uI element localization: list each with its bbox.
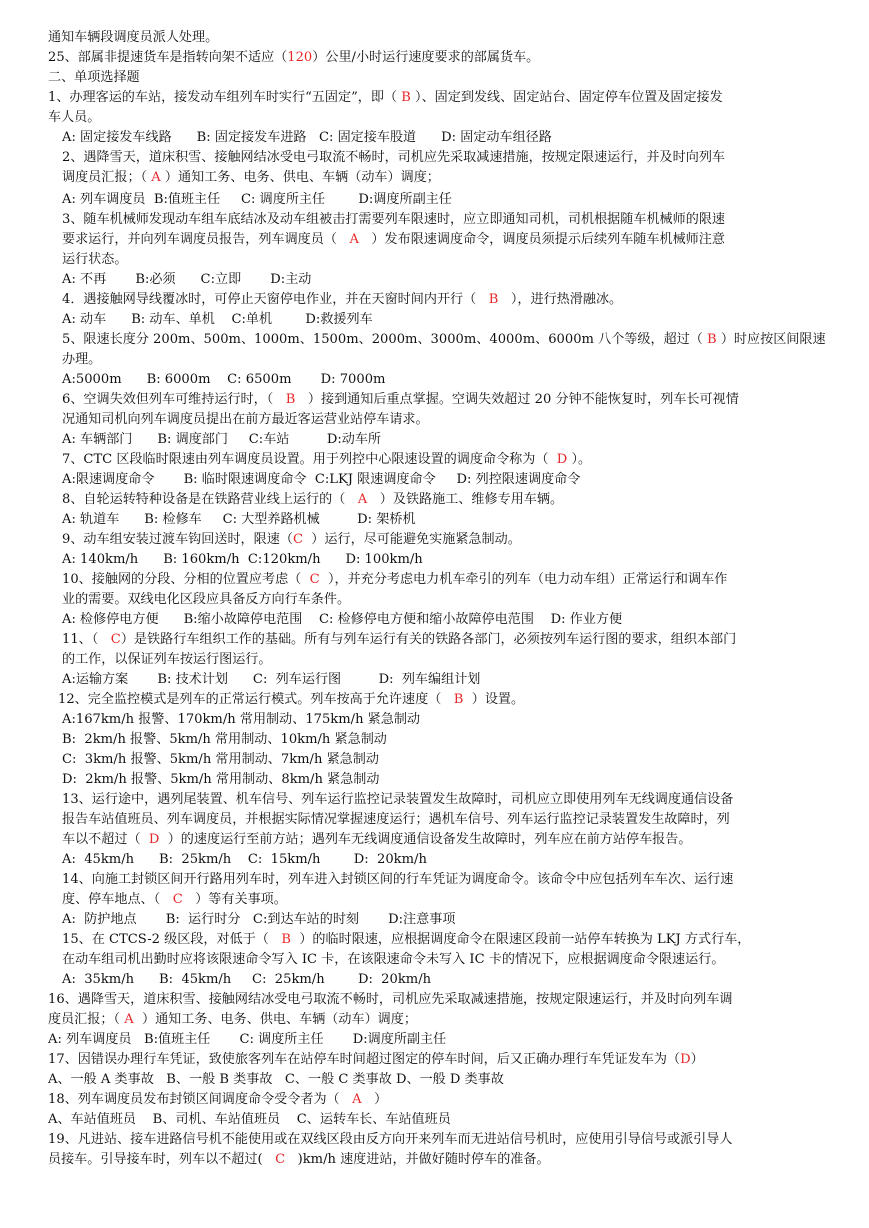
text-line [62, 290, 622, 310]
line-text: A: 防护地点 B: 运行时分 C:到达车站的时刻 D:注意事项 [62, 912, 456, 927]
line-text: A: 车辆部门 B: 调度部门 C:车站 D:动车所 [62, 432, 382, 447]
text-line [48, 28, 218, 48]
text-line [62, 870, 733, 890]
line-text: A: 不再 B:必须 C:立即 D:主动 [62, 272, 312, 287]
line-text: 要求运行，并向列车调度员报告，列车调度员（ [62, 232, 350, 247]
answer-mark: C [172, 892, 183, 907]
line-text: ）及铁路施工、维修专用车辆。 [367, 492, 564, 507]
answer-mark: C [292, 532, 303, 547]
text-line [48, 1130, 732, 1150]
line-text: ）是铁路行车组织工作的基础。所有与列车运行有关的铁路各部门，必须按列车运行图的要求，组织本部门 [120, 632, 737, 647]
answer-mark: B [281, 932, 292, 947]
line-text: ），进行热滑融冰。 [498, 292, 623, 307]
line-text: ）的速度运行至前方站；遇列车无线调度通信设备发生故障时，列车应在前方站停车报告。 [159, 832, 692, 847]
answer-mark: C [110, 632, 121, 647]
answer-mark: D [148, 832, 160, 847]
text-line [62, 310, 373, 330]
answer-mark: C [309, 572, 320, 587]
line-text: 办理。 [62, 352, 102, 367]
answer-mark: C [275, 1152, 286, 1167]
text-line [62, 650, 272, 670]
text-line [48, 1110, 451, 1130]
text-line [62, 168, 440, 188]
line-text: 况通知司机向列车调度员提出在前方最近客运营业站停车请求。 [62, 412, 429, 427]
line-text: ），并充分考虑电力机车牵引的列车（电力动车组）正常运行和调车作 [319, 572, 728, 587]
text-line [62, 270, 311, 290]
text-line [62, 450, 591, 470]
text-line [58, 690, 524, 710]
line-text: 度、停车地点、（ [62, 892, 173, 907]
answer-mark: D [556, 452, 568, 467]
line-text: 的工作，以保证列车按运行图运行。 [62, 652, 272, 667]
text-line [48, 1030, 446, 1050]
line-text: 通知车辆段调度员派人处理。 [48, 30, 219, 45]
text-line [48, 68, 140, 88]
line-text: ）发布限速调度命令，调度员须提示后续列车随车机械师注意 [358, 232, 725, 247]
line-text: A: 动车 B: 动车、单机 C:单机 D:救援列车 [62, 312, 373, 327]
line-text: ）。 [567, 452, 592, 467]
answer-mark: A [151, 170, 161, 185]
line-text: 报告车站值班员、列车调度员，并根据实际情况掌握速度运行；遇机车信号、列车运行监控记录装置发生故障时，列 [62, 812, 730, 827]
text-line [62, 390, 739, 410]
line-text: B: 2km/h 报警、5km/h 常用制动、10km/h 紧急制动 [62, 732, 387, 747]
text-line [62, 950, 724, 970]
text-line [62, 410, 429, 430]
text-line [62, 910, 455, 930]
line-text: ）公里/小时运行速度要求的部属货车。 [312, 50, 540, 65]
line-text: ）通知工务、电务、供电、车辆（动车）调度； [160, 170, 440, 185]
line-text: ）的临时限速，应根据调度命令在限速区段前一站停车转换为 LKJ 方式行车， [291, 932, 751, 947]
line-text: C: 3km/h 报警、5km/h 常用制动、7km/h 紧急制动 [62, 752, 379, 767]
text-line [62, 190, 452, 210]
line-text: 14、向施工封锁区间开行路用列车时，列车进入封锁区间的行车凭证为调度命令。该命令中应包括列车车次、运行速 [62, 872, 734, 887]
line-text: 车以不超过（ [62, 832, 149, 847]
line-text: 17、因错误办理行车凭证，致使旅客列车在站停车时间超过图定的停车时间，后又正确办理行车凭证发车为（ [48, 1052, 681, 1067]
line-text: 9、动车组安装过渡车钩回送时，限速（ [62, 532, 293, 547]
line-text: 8、自轮运转特种设备是在铁路营业线上运行的（ [62, 492, 358, 507]
line-text: A: 140km/h B: 160km/h C:120km/h D: 100km/h [62, 552, 423, 567]
text-line [62, 510, 416, 530]
text-line [62, 230, 725, 250]
line-text: A: 45km/h B: 25km/h C: 15km/h D: 20km/h [62, 852, 427, 867]
line-text: 4．遇接触网导线覆冰时，可停止天窗停电作业，并在天窗时间内开行（ [62, 292, 489, 307]
text-line [62, 770, 379, 790]
answer-mark: A [349, 232, 359, 247]
text-line [62, 750, 379, 770]
line-text: 调度员汇报；（ [62, 170, 152, 185]
line-text: ） [690, 1052, 704, 1067]
line-text: 在动车组司机出勤时应将该限速命令写入 IC 卡，在该限速命令未写入 IC 卡的情况下，应根据调度命令限速运行。 [62, 952, 725, 967]
answer-mark: 120 [287, 50, 313, 65]
text-line [62, 250, 127, 270]
line-text: A: 列车调度员 B:值班主任 C: 调度所主任 D:调度所副主任 [62, 192, 452, 207]
text-line [62, 490, 563, 510]
text-line [62, 850, 427, 870]
line-text: 19、凡进站、接车进路信号机不能使用或在双线区段由反方向开来列车而无进站信号机时，应使用引导信号或派引导人 [48, 1132, 733, 1147]
text-line [48, 1090, 387, 1110]
text-line [48, 1050, 704, 1070]
line-text: 二、单项选择题 [48, 70, 140, 85]
line-text: 3、随车机械师发现动车组车底结冰及动车组被击打需要列车限速时，应立即通知司机，司机根据随车机械师的限速 [62, 212, 726, 227]
line-text: A:运输方案 B: 技术计划 C: 列车运行图 D: 列车编组计划 [62, 672, 481, 687]
line-text: 15、在 CTCS-2 级区段，对低于（ [62, 932, 282, 947]
answer-mark: A [357, 492, 368, 507]
line-text: 13、运行途中，遇列尾装置、机车信号、列车运行监控记录装置发生故障时，司机应立即使用列车无线调度通信设备 [62, 792, 734, 807]
line-text: 员接车。引导接车时，列车以不超过( [48, 1152, 276, 1167]
answer-mark: D [680, 1052, 691, 1067]
line-text: ） [361, 1092, 388, 1107]
text-line [62, 128, 552, 148]
line-text: A: 35km/h B: 45km/h C: 25km/h D: 20km/h [62, 972, 432, 987]
text-line [62, 630, 736, 650]
line-text: A:限速调度命令 B: 临时限速调度命令 C:LKJ 限速调度命令 D: 列控限速调度命令 [62, 472, 581, 487]
text-line [62, 710, 420, 730]
line-text: 业的需要。双线电化区段应具备反方向行车条件。 [62, 592, 351, 607]
line-text: 车人员。 [48, 110, 101, 125]
text-line [48, 1070, 504, 1090]
text-line [48, 108, 100, 128]
line-text: 度员汇报；（ [48, 1012, 125, 1027]
line-text: A: 检修停电方便 B:缩小故障停电范围 C: 检修停电方便和缩小故障停电范围 D: 作业方便 [62, 612, 623, 627]
line-text: ）设置。 [463, 692, 525, 707]
line-text: ）接到通知后重点掌握。空调失效超过 20 分钟不能恢复时，列车长可视情 [295, 392, 739, 407]
line-text: 6、空调失效但列车可维持运行时，（ [62, 392, 286, 407]
text-line [62, 730, 387, 750]
line-text: 1、办理客运的车站，接发动车组列车时实行“五固定”，即（ [48, 90, 402, 105]
line-text: )km/h 速度进站，并做好随时停车的准备。 [285, 1152, 550, 1167]
line-text: A: 轨道车 B: 检修车 C: 大型养路机械 D: 架桥机 [62, 512, 416, 527]
line-text: 5、限速长度分 200m、500m、1000m、1500m、2000m、3000m、4000m、6000m 八个等级，超过（ [62, 332, 708, 347]
line-text: ）运行，尽可能避免实施紧急制动。 [302, 532, 521, 547]
text-line [62, 590, 350, 610]
answer-mark: B [707, 332, 717, 347]
text-line [62, 970, 431, 990]
text-line [62, 890, 287, 910]
text-line [48, 88, 723, 108]
answer-mark: A [352, 1092, 362, 1107]
line-text: A、车站值班员 B、司机、车站值班员 C、运转车长、车站值班员 [48, 1112, 451, 1127]
line-text: A:167km/h 报警、170km/h 常用制动、175km/h 紧急制动 [62, 712, 421, 727]
text-line [62, 550, 423, 570]
line-text: 运行状态。 [62, 252, 128, 267]
text-line [62, 670, 480, 690]
text-line [62, 790, 733, 810]
line-text: A:5000m B: 6000m C: 6500m D: 7000m [62, 372, 386, 387]
answer-mark: B [285, 392, 296, 407]
text-line [62, 930, 750, 950]
text-line [62, 570, 727, 590]
line-text: A: 列车调度员 B:值班主任 C: 调度所主任 D:调度所副主任 [48, 1032, 447, 1047]
answer-mark: B [453, 692, 464, 707]
line-text: 10、接触网的分段、分相的位置应考虑（ [62, 572, 310, 587]
text-line [62, 830, 691, 850]
text-line [62, 330, 826, 350]
line-text: A: 固定接发车线路 B: 固定接发车进路 C: 固定接车股道 D: 固定动车组径路 [62, 130, 552, 145]
text-line [62, 430, 381, 450]
line-text: 16、遇降雪天，道床积雪、接触网结冰受电弓取流不畅时，司机应先采取减速措施，按规定限速运行，并及时向列车调 [48, 992, 733, 1007]
answer-mark: B [401, 90, 411, 105]
text-line [62, 530, 521, 550]
text-line [62, 370, 385, 390]
line-text: 25、部属非提速货车是指转向架不适应（ [48, 50, 288, 65]
text-line [62, 148, 725, 168]
line-text: 12、完全监控模式是列车的正常运行模式。列车按高于允许速度（ [58, 692, 454, 707]
line-text: A、一般 A 类事故 B、一般 B 类事故 C、一般 C 类事故 D、一般 D 类事故 [48, 1072, 504, 1087]
line-text: ）等有关事项。 [182, 892, 287, 907]
line-text: D: 2km/h 报警、5km/h 常用制动、8km/h 紧急制动 [62, 772, 380, 787]
text-line [62, 810, 730, 830]
line-text: 2、遇降雪天，道床积雪、接触网结冰受电弓取流不畅时，司机应先采取减速措施，按规定限速运行，并及时向列车 [62, 150, 726, 165]
line-text: ）时应按区间限速 [716, 332, 826, 347]
line-text: ）、固定到发线、固定站台、固定停车位置及固定接发 [410, 90, 723, 105]
text-line [48, 48, 539, 68]
answer-mark: B [488, 292, 499, 307]
answer-mark: A [124, 1012, 134, 1027]
line-text: 18、列车调度员发布封锁区间调度命令受令者为（ [48, 1092, 353, 1107]
text-line [48, 1010, 417, 1030]
text-line [62, 470, 580, 490]
line-text: ）通知工务、电务、供电、车辆（动车）调度； [133, 1012, 417, 1027]
text-line [62, 610, 622, 630]
text-line [62, 210, 725, 230]
line-text: 11、（ [62, 632, 111, 647]
text-line [62, 350, 101, 370]
line-text: 7、CTC 区段临时限速由列车调度员设置。用于列控中心限速设置的调度命令称为（ [62, 452, 557, 467]
text-line [48, 1150, 550, 1170]
text-line [48, 990, 732, 1010]
